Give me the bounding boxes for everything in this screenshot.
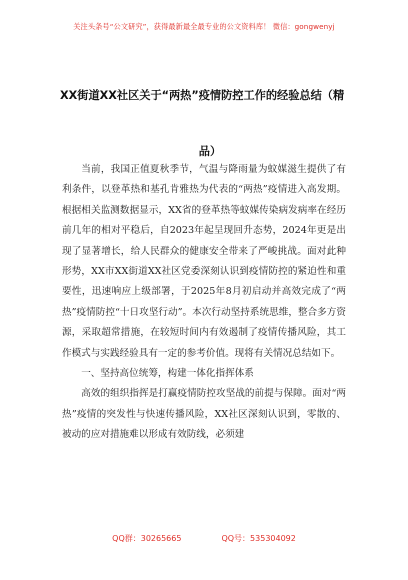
title-line-2: 品） xyxy=(198,145,222,158)
section-paragraph: 高效的组织指挥是打赢疫情防控攻坚战的前提与保障。面对“两热”疫情的突发性与快速传播风险，XX社区深刻认识到，零散的、被动的应对措施难以形成有效防线，必须建 xyxy=(62,388,346,441)
promo-banner: 关注头条号“公文研究”，获得最新最全最专业的公文资料库！ 微信：gongwenyj xyxy=(73,22,335,31)
qq-group-text: QQ群：30265665 xyxy=(112,534,182,543)
qq-number-text: QQ号：535304092 xyxy=(221,534,296,543)
title-line-1: XX街道XX社区关于“两热”疫情防控工作的经验总结（精 xyxy=(60,89,345,102)
section-heading: 一、坚持高位统筹，构建一体化指挥体系 xyxy=(81,368,254,380)
intro-paragraph: 当前，我国正值夏秋季节，气温与降雨量为蚊媒滋生提供了有利条件，以登革热和基孔肯雅热为代表的“两热”疫情进入高发期。根据相关监测数据显示，XX省的登革热等蚊媒传染病发病率在经历前几年的相对平稳后，自2023年起呈现回升态势，2024年更是出现了显著增长，给人民群众的健康安全带来了严峻挑战。面对此种形势，XX市XX街道XX社区党委深刻认识到疫情防控的紧迫性和重要性，迅速响应上级部署，于2025年8月初启动并高效完成了“两热”疫情防控“十日攻坚行动”。本次行动坚持系统思维，整合多方资源，采取超常措施，在较短时间内有效遏制了疫情传播风险，其工作模式与实践经验具有一定的参考价值。现将有关情况总结如下。 xyxy=(62,164,346,359)
document-body xyxy=(62,160,346,446)
contact-footer xyxy=(0,533,408,544)
